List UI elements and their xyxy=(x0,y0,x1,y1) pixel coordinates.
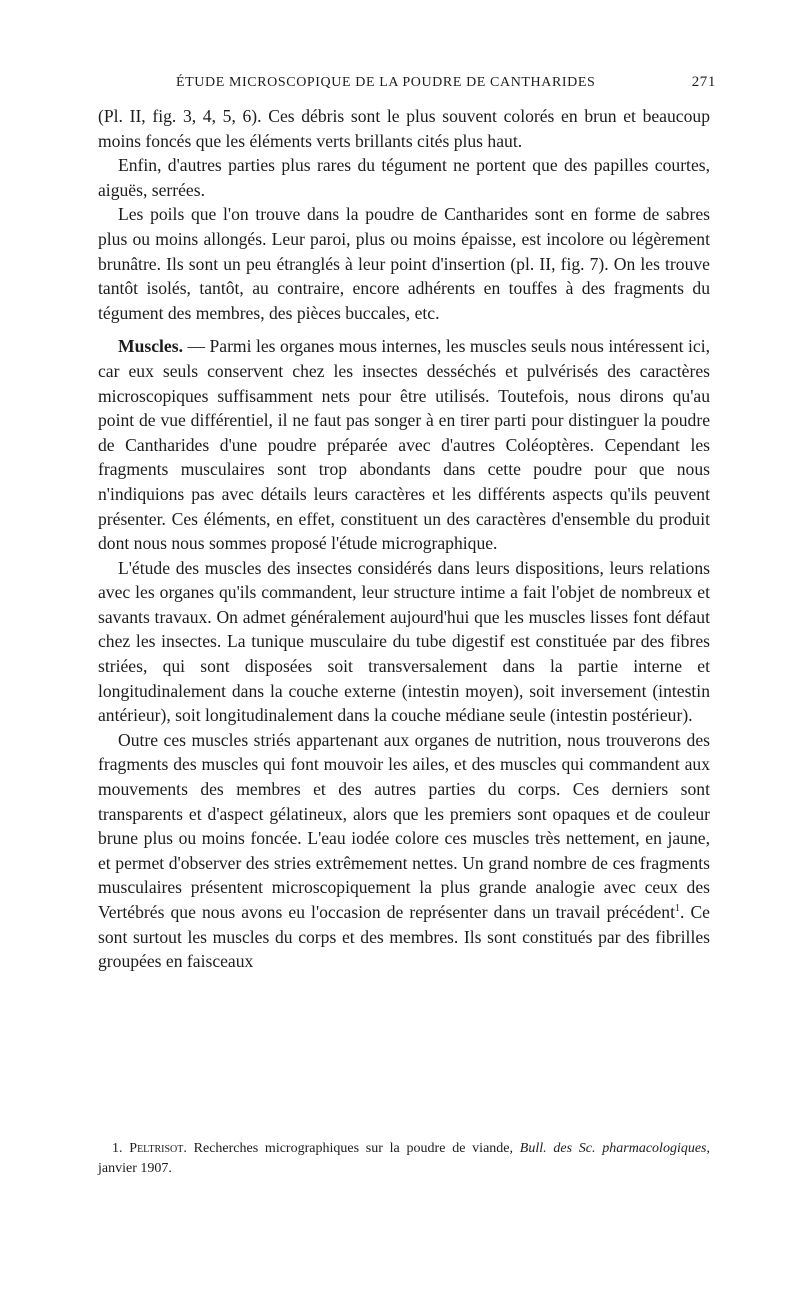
muscles-section-paragraph xyxy=(98,334,710,555)
page-number: 271 xyxy=(691,74,716,90)
footnote xyxy=(98,1139,710,1179)
paragraph xyxy=(98,728,710,974)
body-text xyxy=(98,104,710,974)
paragraph: Enfin, d'autres parties plus rares du tégument ne portent que des papilles courtes, aiguës, serrées. xyxy=(98,155,710,200)
footnote-date: , janvier 1907. xyxy=(98,1141,710,1176)
running-title: ÉTUDE MICROSCOPIQUE DE LA POUDRE DE CANTHARIDES xyxy=(176,75,596,90)
footnote-number: 1. xyxy=(112,1141,123,1156)
footnote-text: Recherches micrographiques sur la poudre de viande, xyxy=(186,1141,520,1156)
running-head xyxy=(176,74,716,91)
paragraph: Les poils que l'on trouve dans la poudre de Cantharides sont en forme de sabres plus ou moins allongés. Leur paroi, plus ou moins épaisse, est incolore ou légèrement brunâtre. Ils sont un peu étranglés à leur point d'insertion (pl. II, fig. 7). On les trouve tantôt isolés, tantôt, au contraire, encore adhérents en touffes à des fragments du tégument des membres, des pièces buccales, etc. xyxy=(98,204,710,323)
section-heading: Muscles. xyxy=(118,336,183,357)
paragraph-text: . Ce sont surtout les muscles du corps et des membres. Ils sont constitués par des fibrilles groupées en faisceaux xyxy=(98,902,710,972)
footnote-author: Peltrisot. xyxy=(129,1141,187,1156)
paragraph: (Pl. II, fig. 3, 4, 5, 6). Ces débris sont le plus souvent colorés en brun et beaucoup moins foncés que les éléments verts brillants cités plus haut. xyxy=(98,106,710,151)
section-intro-text: — Parmi les organes mous internes, les muscles seuls nous intéressent ici, car eux seuls conservent chez les insectes desséchés et pulvérisés des caractères microscopiques suffisamment nets pour être utilisés. Toutefois, nous dirons qu'au point de vue différentiel, il ne faut pas songer à en tirer parti pour distinguer la poudre de Cantharides d'une poudre préparée avec d'autres Coléoptères. Cependant les fragments musculaires sont trop abondants dans cette poudre pour que nous n'indiquions pas avec détails leurs caractères et les différents aspects qu'ils peuvent présenter. Ces éléments, en effet, constituent un des caractères d'ensemble du produit dont nous nous sommes proposé l'étude micrographique. xyxy=(98,336,710,554)
paragraph: L'étude des muscles des insectes considérés dans leurs dispositions, leurs relations avec les organes qu'ils commandent, leur structure intime a fait l'objet de nombreux et savants travaux. On admet généralement aujourd'hui que les muscles lisses font défaut chez les insectes. La tunique musculaire du tube digestif est constituée par des fibres striées, qui sont disposées soit transversalement dans la partie interne et longitudinalement dans la couche externe (intestin moyen), soit inversement (intestin antérieur), soit longitudinalement dans la couche médiane seule (intestin postérieur). xyxy=(98,557,710,726)
footnote-journal: Bull. des Sc. pharmacologiques xyxy=(519,1141,707,1156)
paragraph-text: Outre ces muscles striés appartenant aux organes de nutrition, nous trouverons des fragments des muscles qui font mouvoir les ailes, et des muscles qui commandent aux mouvements des membres et des autres parties du corps. Ces derniers sont transparents et d'aspect gélatineux, alors que les premiers sont opaques et de couleur brune plus ou moins foncée. L'eau iodée colore ces muscles très nettement, en jaune, et permet d'observer des stries extrêmement nettes. Un grand nombre de ces fragments musculaires présentent microscopiquement la plus grande analogie avec ceux des Vertébrés que nous avons eu l'occasion de représenter dans un travail précédent xyxy=(98,729,710,922)
footnote-reference: 1 xyxy=(674,903,680,915)
